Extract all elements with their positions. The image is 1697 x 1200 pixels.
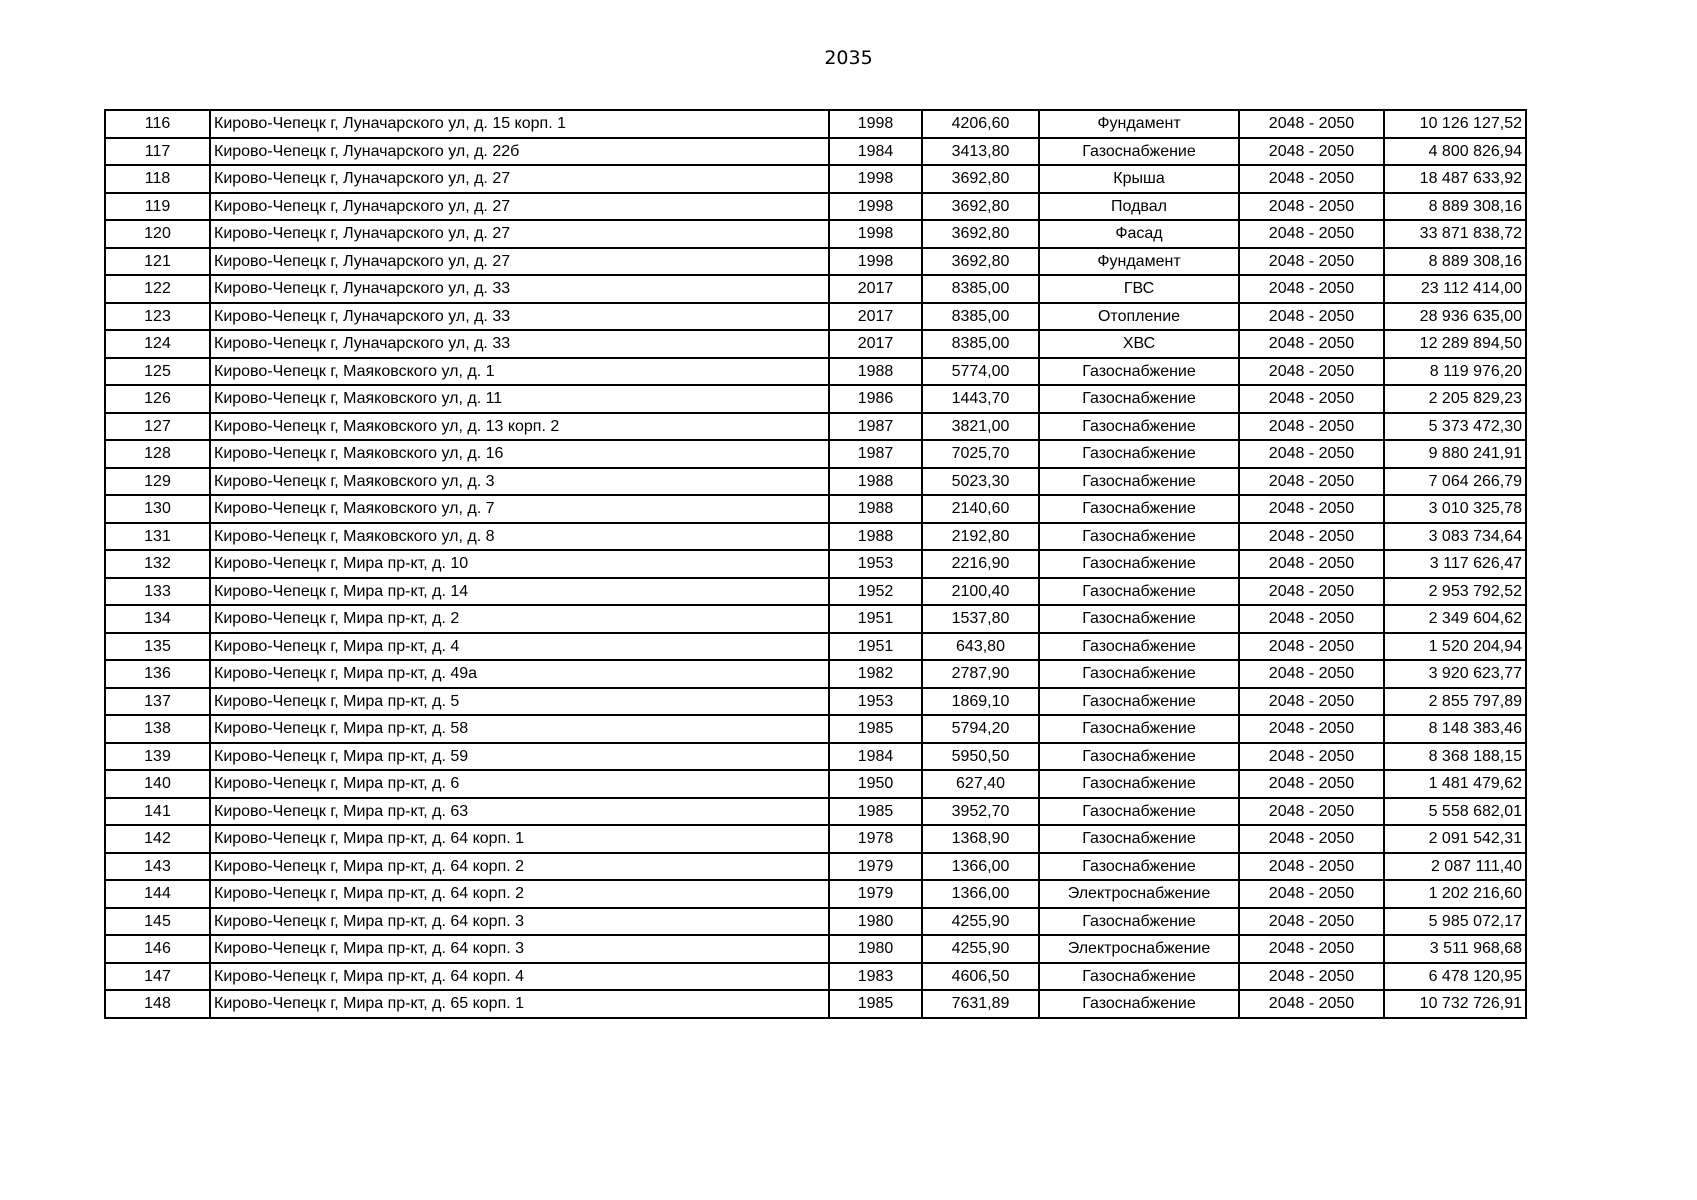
area-cell: 627,40 xyxy=(922,770,1039,798)
cost-cell: 8 368 188,15 xyxy=(1384,743,1526,771)
cost-cell: 2 087 111,40 xyxy=(1384,853,1526,881)
cost-cell: 23 112 414,00 xyxy=(1384,275,1526,303)
area-cell: 1366,00 xyxy=(922,880,1039,908)
area-cell: 2787,90 xyxy=(922,660,1039,688)
year-built-cell: 1998 xyxy=(829,193,922,221)
cost-cell: 2 349 604,62 xyxy=(1384,605,1526,633)
table-row xyxy=(105,275,1526,303)
cost-cell: 3 117 626,47 xyxy=(1384,550,1526,578)
work-type-cell: Газоснабжение xyxy=(1039,440,1239,468)
period-cell: 2048 - 2050 xyxy=(1239,770,1384,798)
table-row xyxy=(105,138,1526,166)
table-row xyxy=(105,193,1526,221)
cost-cell: 2 091 542,31 xyxy=(1384,825,1526,853)
work-type-cell: Электроснабжение xyxy=(1039,935,1239,963)
area-cell: 8385,00 xyxy=(922,330,1039,358)
year-built-cell: 1988 xyxy=(829,358,922,386)
area-cell: 3952,70 xyxy=(922,798,1039,826)
row-number: 120 xyxy=(105,220,210,248)
table-row xyxy=(105,798,1526,826)
work-type-cell: Крыша xyxy=(1039,165,1239,193)
area-cell: 4606,50 xyxy=(922,963,1039,991)
table-row xyxy=(105,908,1526,936)
row-number: 134 xyxy=(105,605,210,633)
cost-cell: 8 889 308,16 xyxy=(1384,248,1526,276)
period-cell: 2048 - 2050 xyxy=(1239,825,1384,853)
table-row xyxy=(105,248,1526,276)
year-built-cell: 1987 xyxy=(829,413,922,441)
work-type-cell: Газоснабжение xyxy=(1039,908,1239,936)
work-type-cell: Отопление xyxy=(1039,303,1239,331)
period-cell: 2048 - 2050 xyxy=(1239,165,1384,193)
table-row xyxy=(105,440,1526,468)
period-cell: 2048 - 2050 xyxy=(1239,605,1384,633)
work-type-cell: Фундамент xyxy=(1039,248,1239,276)
cost-cell: 8 148 383,46 xyxy=(1384,715,1526,743)
area-cell: 2100,40 xyxy=(922,578,1039,606)
cost-cell: 1 481 479,62 xyxy=(1384,770,1526,798)
period-cell: 2048 - 2050 xyxy=(1239,303,1384,331)
work-type-cell: Газоснабжение xyxy=(1039,358,1239,386)
table-row xyxy=(105,110,1526,138)
table-row xyxy=(105,523,1526,551)
address-cell: Кирово-Чепецк г, Луначарского ул, д. 27 xyxy=(210,220,829,248)
area-cell: 7631,89 xyxy=(922,990,1039,1018)
work-type-cell: Электроснабжение xyxy=(1039,880,1239,908)
year-built-cell: 1986 xyxy=(829,385,922,413)
year-built-cell: 1978 xyxy=(829,825,922,853)
work-type-cell: Газоснабжение xyxy=(1039,770,1239,798)
period-cell: 2048 - 2050 xyxy=(1239,220,1384,248)
address-cell: Кирово-Чепецк г, Мира пр-кт, д. 64 корп. 3 xyxy=(210,935,829,963)
row-number: 137 xyxy=(105,688,210,716)
year-built-cell: 1984 xyxy=(829,138,922,166)
year-built-cell: 1985 xyxy=(829,715,922,743)
period-cell: 2048 - 2050 xyxy=(1239,550,1384,578)
row-number: 145 xyxy=(105,908,210,936)
address-cell: Кирово-Чепецк г, Мира пр-кт, д. 2 xyxy=(210,605,829,633)
year-built-cell: 1985 xyxy=(829,990,922,1018)
table-row xyxy=(105,660,1526,688)
repair-schedule-table xyxy=(104,109,1527,1019)
period-cell: 2048 - 2050 xyxy=(1239,495,1384,523)
address-cell: Кирово-Чепецк г, Маяковского ул, д. 11 xyxy=(210,385,829,413)
row-number: 146 xyxy=(105,935,210,963)
area-cell: 4255,90 xyxy=(922,935,1039,963)
area-cell: 3692,80 xyxy=(922,220,1039,248)
year-built-cell: 1987 xyxy=(829,440,922,468)
period-cell: 2048 - 2050 xyxy=(1239,248,1384,276)
cost-cell: 28 936 635,00 xyxy=(1384,303,1526,331)
address-cell: Кирово-Чепецк г, Мира пр-кт, д. 10 xyxy=(210,550,829,578)
period-cell: 2048 - 2050 xyxy=(1239,743,1384,771)
period-cell: 2048 - 2050 xyxy=(1239,110,1384,138)
year-built-cell: 1982 xyxy=(829,660,922,688)
table-row xyxy=(105,633,1526,661)
address-cell: Кирово-Чепецк г, Мира пр-кт, д. 64 корп. 4 xyxy=(210,963,829,991)
work-type-cell: Подвал xyxy=(1039,193,1239,221)
work-type-cell: ГВС xyxy=(1039,275,1239,303)
row-number: 147 xyxy=(105,963,210,991)
table-row xyxy=(105,385,1526,413)
row-number: 148 xyxy=(105,990,210,1018)
period-cell: 2048 - 2050 xyxy=(1239,138,1384,166)
area-cell: 2216,90 xyxy=(922,550,1039,578)
area-cell: 4255,90 xyxy=(922,908,1039,936)
table-row xyxy=(105,413,1526,441)
year-built-cell: 1984 xyxy=(829,743,922,771)
row-number: 129 xyxy=(105,468,210,496)
work-type-cell: Газоснабжение xyxy=(1039,660,1239,688)
period-cell: 2048 - 2050 xyxy=(1239,715,1384,743)
year-built-cell: 1950 xyxy=(829,770,922,798)
row-number: 132 xyxy=(105,550,210,578)
area-cell: 643,80 xyxy=(922,633,1039,661)
work-type-cell: Газоснабжение xyxy=(1039,138,1239,166)
area-cell: 8385,00 xyxy=(922,275,1039,303)
cost-cell: 9 880 241,91 xyxy=(1384,440,1526,468)
period-cell: 2048 - 2050 xyxy=(1239,275,1384,303)
cost-cell: 6 478 120,95 xyxy=(1384,963,1526,991)
address-cell: Кирово-Чепецк г, Луначарского ул, д. 27 xyxy=(210,248,829,276)
year-built-cell: 1983 xyxy=(829,963,922,991)
area-cell: 4206,60 xyxy=(922,110,1039,138)
period-cell: 2048 - 2050 xyxy=(1239,468,1384,496)
table-row xyxy=(105,550,1526,578)
period-cell: 2048 - 2050 xyxy=(1239,330,1384,358)
address-cell: Кирово-Чепецк г, Маяковского ул, д. 16 xyxy=(210,440,829,468)
row-number: 130 xyxy=(105,495,210,523)
work-type-cell: ХВС xyxy=(1039,330,1239,358)
address-cell: Кирово-Чепецк г, Мира пр-кт, д. 64 корп. 2 xyxy=(210,880,829,908)
period-cell: 2048 - 2050 xyxy=(1239,358,1384,386)
period-cell: 2048 - 2050 xyxy=(1239,688,1384,716)
row-number: 139 xyxy=(105,743,210,771)
address-cell: Кирово-Чепецк г, Луначарского ул, д. 33 xyxy=(210,330,829,358)
work-type-cell: Газоснабжение xyxy=(1039,963,1239,991)
row-number: 125 xyxy=(105,358,210,386)
work-type-cell: Газоснабжение xyxy=(1039,578,1239,606)
work-type-cell: Газоснабжение xyxy=(1039,413,1239,441)
area-cell: 5023,30 xyxy=(922,468,1039,496)
year-built-cell: 1985 xyxy=(829,798,922,826)
year-built-cell: 1998 xyxy=(829,248,922,276)
cost-cell: 2 855 797,89 xyxy=(1384,688,1526,716)
year-built-cell: 1988 xyxy=(829,523,922,551)
address-cell: Кирово-Чепецк г, Маяковского ул, д. 7 xyxy=(210,495,829,523)
address-cell: Кирово-Чепецк г, Луначарского ул, д. 33 xyxy=(210,303,829,331)
row-number: 116 xyxy=(105,110,210,138)
area-cell: 1869,10 xyxy=(922,688,1039,716)
year-built-cell: 1953 xyxy=(829,550,922,578)
cost-cell: 33 871 838,72 xyxy=(1384,220,1526,248)
area-cell: 3821,00 xyxy=(922,413,1039,441)
work-type-cell: Газоснабжение xyxy=(1039,495,1239,523)
area-cell: 1366,00 xyxy=(922,853,1039,881)
cost-cell: 8 889 308,16 xyxy=(1384,193,1526,221)
period-cell: 2048 - 2050 xyxy=(1239,193,1384,221)
table-row xyxy=(105,358,1526,386)
address-cell: Кирово-Чепецк г, Луначарского ул, д. 33 xyxy=(210,275,829,303)
area-cell: 8385,00 xyxy=(922,303,1039,331)
address-cell: Кирово-Чепецк г, Мира пр-кт, д. 49а xyxy=(210,660,829,688)
address-cell: Кирово-Чепецк г, Луначарского ул, д. 27 xyxy=(210,193,829,221)
work-type-cell: Газоснабжение xyxy=(1039,605,1239,633)
work-type-cell: Газоснабжение xyxy=(1039,825,1239,853)
table-row xyxy=(105,963,1526,991)
table-row xyxy=(105,495,1526,523)
row-number: 118 xyxy=(105,165,210,193)
table-row xyxy=(105,935,1526,963)
address-cell: Кирово-Чепецк г, Мира пр-кт, д. 58 xyxy=(210,715,829,743)
address-cell: Кирово-Чепецк г, Мира пр-кт, д. 64 корп. 3 xyxy=(210,908,829,936)
address-cell: Кирово-Чепецк г, Маяковского ул, д. 1 xyxy=(210,358,829,386)
area-cell: 1537,80 xyxy=(922,605,1039,633)
cost-cell: 3 083 734,64 xyxy=(1384,523,1526,551)
table-row xyxy=(105,825,1526,853)
year-built-cell: 1953 xyxy=(829,688,922,716)
cost-cell: 4 800 826,94 xyxy=(1384,138,1526,166)
cost-cell: 3 920 623,77 xyxy=(1384,660,1526,688)
row-number: 117 xyxy=(105,138,210,166)
cost-cell: 18 487 633,92 xyxy=(1384,165,1526,193)
address-cell: Кирово-Чепецк г, Маяковского ул, д. 8 xyxy=(210,523,829,551)
year-built-cell: 1980 xyxy=(829,935,922,963)
row-number: 131 xyxy=(105,523,210,551)
address-cell: Кирово-Чепецк г, Мира пр-кт, д. 4 xyxy=(210,633,829,661)
cost-cell: 10 126 127,52 xyxy=(1384,110,1526,138)
work-type-cell: Газоснабжение xyxy=(1039,523,1239,551)
cost-cell: 5 558 682,01 xyxy=(1384,798,1526,826)
table-row xyxy=(105,990,1526,1018)
period-cell: 2048 - 2050 xyxy=(1239,385,1384,413)
work-type-cell: Фасад xyxy=(1039,220,1239,248)
table-row xyxy=(105,770,1526,798)
cost-cell: 5 373 472,30 xyxy=(1384,413,1526,441)
table-row xyxy=(105,605,1526,633)
row-number: 138 xyxy=(105,715,210,743)
row-number: 119 xyxy=(105,193,210,221)
work-type-cell: Фундамент xyxy=(1039,110,1239,138)
cost-cell: 2 953 792,52 xyxy=(1384,578,1526,606)
cost-cell: 10 732 726,91 xyxy=(1384,990,1526,1018)
year-built-cell: 1951 xyxy=(829,605,922,633)
page-number: 2035 xyxy=(824,47,873,69)
table-row xyxy=(105,880,1526,908)
address-cell: Кирово-Чепецк г, Луначарского ул, д. 15 корп. 1 xyxy=(210,110,829,138)
row-number: 127 xyxy=(105,413,210,441)
year-built-cell: 1998 xyxy=(829,220,922,248)
period-cell: 2048 - 2050 xyxy=(1239,633,1384,661)
year-built-cell: 1979 xyxy=(829,880,922,908)
area-cell: 1368,90 xyxy=(922,825,1039,853)
table-row xyxy=(105,330,1526,358)
row-number: 123 xyxy=(105,303,210,331)
year-built-cell: 1952 xyxy=(829,578,922,606)
address-cell: Кирово-Чепецк г, Маяковского ул, д. 13 корп. 2 xyxy=(210,413,829,441)
year-built-cell: 2017 xyxy=(829,330,922,358)
period-cell: 2048 - 2050 xyxy=(1239,908,1384,936)
cost-cell: 2 205 829,23 xyxy=(1384,385,1526,413)
area-cell: 2140,60 xyxy=(922,495,1039,523)
work-type-cell: Газоснабжение xyxy=(1039,990,1239,1018)
area-cell: 5950,50 xyxy=(922,743,1039,771)
work-type-cell: Газоснабжение xyxy=(1039,633,1239,661)
row-number: 143 xyxy=(105,853,210,881)
row-number: 142 xyxy=(105,825,210,853)
year-built-cell: 1998 xyxy=(829,165,922,193)
table-row xyxy=(105,688,1526,716)
cost-cell: 3 010 325,78 xyxy=(1384,495,1526,523)
year-built-cell: 1980 xyxy=(829,908,922,936)
cost-cell: 8 119 976,20 xyxy=(1384,358,1526,386)
area-cell: 3692,80 xyxy=(922,248,1039,276)
cost-cell: 1 202 216,60 xyxy=(1384,880,1526,908)
area-cell: 5774,00 xyxy=(922,358,1039,386)
table-row xyxy=(105,853,1526,881)
period-cell: 2048 - 2050 xyxy=(1239,963,1384,991)
work-type-cell: Газоснабжение xyxy=(1039,715,1239,743)
period-cell: 2048 - 2050 xyxy=(1239,578,1384,606)
address-cell: Кирово-Чепецк г, Мира пр-кт, д. 64 корп. 1 xyxy=(210,825,829,853)
row-number: 126 xyxy=(105,385,210,413)
period-cell: 2048 - 2050 xyxy=(1239,523,1384,551)
row-number: 135 xyxy=(105,633,210,661)
cost-cell: 12 289 894,50 xyxy=(1384,330,1526,358)
table-row xyxy=(105,715,1526,743)
period-cell: 2048 - 2050 xyxy=(1239,660,1384,688)
address-cell: Кирово-Чепецк г, Мира пр-кт, д. 5 xyxy=(210,688,829,716)
row-number: 128 xyxy=(105,440,210,468)
address-cell: Кирово-Чепецк г, Луначарского ул, д. 27 xyxy=(210,165,829,193)
area-cell: 5794,20 xyxy=(922,715,1039,743)
row-number: 124 xyxy=(105,330,210,358)
period-cell: 2048 - 2050 xyxy=(1239,413,1384,441)
row-number: 144 xyxy=(105,880,210,908)
cost-cell: 7 064 266,79 xyxy=(1384,468,1526,496)
period-cell: 2048 - 2050 xyxy=(1239,853,1384,881)
table-row xyxy=(105,468,1526,496)
year-built-cell: 1998 xyxy=(829,110,922,138)
table-row xyxy=(105,743,1526,771)
work-type-cell: Газоснабжение xyxy=(1039,688,1239,716)
row-number: 140 xyxy=(105,770,210,798)
row-number: 121 xyxy=(105,248,210,276)
work-type-cell: Газоснабжение xyxy=(1039,743,1239,771)
cost-cell: 5 985 072,17 xyxy=(1384,908,1526,936)
area-cell: 1443,70 xyxy=(922,385,1039,413)
table-row xyxy=(105,165,1526,193)
year-built-cell: 1979 xyxy=(829,853,922,881)
address-cell: Кирово-Чепецк г, Мира пр-кт, д. 65 корп. 1 xyxy=(210,990,829,1018)
work-type-cell: Газоснабжение xyxy=(1039,468,1239,496)
address-cell: Кирово-Чепецк г, Мира пр-кт, д. 59 xyxy=(210,743,829,771)
year-built-cell: 1988 xyxy=(829,495,922,523)
row-number: 136 xyxy=(105,660,210,688)
period-cell: 2048 - 2050 xyxy=(1239,440,1384,468)
work-type-cell: Газоснабжение xyxy=(1039,550,1239,578)
work-type-cell: Газоснабжение xyxy=(1039,853,1239,881)
period-cell: 2048 - 2050 xyxy=(1239,880,1384,908)
area-cell: 3413,80 xyxy=(922,138,1039,166)
address-cell: Кирово-Чепецк г, Мира пр-кт, д. 64 корп. 2 xyxy=(210,853,829,881)
address-cell: Кирово-Чепецк г, Маяковского ул, д. 3 xyxy=(210,468,829,496)
row-number: 141 xyxy=(105,798,210,826)
table-row xyxy=(105,220,1526,248)
table-row xyxy=(105,578,1526,606)
row-number: 122 xyxy=(105,275,210,303)
period-cell: 2048 - 2050 xyxy=(1239,935,1384,963)
period-cell: 2048 - 2050 xyxy=(1239,798,1384,826)
area-cell: 7025,70 xyxy=(922,440,1039,468)
work-type-cell: Газоснабжение xyxy=(1039,798,1239,826)
table-row xyxy=(105,303,1526,331)
work-type-cell: Газоснабжение xyxy=(1039,385,1239,413)
area-cell: 3692,80 xyxy=(922,165,1039,193)
address-cell: Кирово-Чепецк г, Мира пр-кт, д. 6 xyxy=(210,770,829,798)
area-cell: 3692,80 xyxy=(922,193,1039,221)
address-cell: Кирово-Чепецк г, Мира пр-кт, д. 14 xyxy=(210,578,829,606)
year-built-cell: 2017 xyxy=(829,275,922,303)
period-cell: 2048 - 2050 xyxy=(1239,990,1384,1018)
table-body xyxy=(105,110,1526,1018)
address-cell: Кирово-Чепецк г, Мира пр-кт, д. 63 xyxy=(210,798,829,826)
year-built-cell: 1951 xyxy=(829,633,922,661)
cost-cell: 3 511 968,68 xyxy=(1384,935,1526,963)
row-number: 133 xyxy=(105,578,210,606)
area-cell: 2192,80 xyxy=(922,523,1039,551)
year-built-cell: 1988 xyxy=(829,468,922,496)
address-cell: Кирово-Чепецк г, Луначарского ул, д. 22б xyxy=(210,138,829,166)
cost-cell: 1 520 204,94 xyxy=(1384,633,1526,661)
year-built-cell: 2017 xyxy=(829,303,922,331)
